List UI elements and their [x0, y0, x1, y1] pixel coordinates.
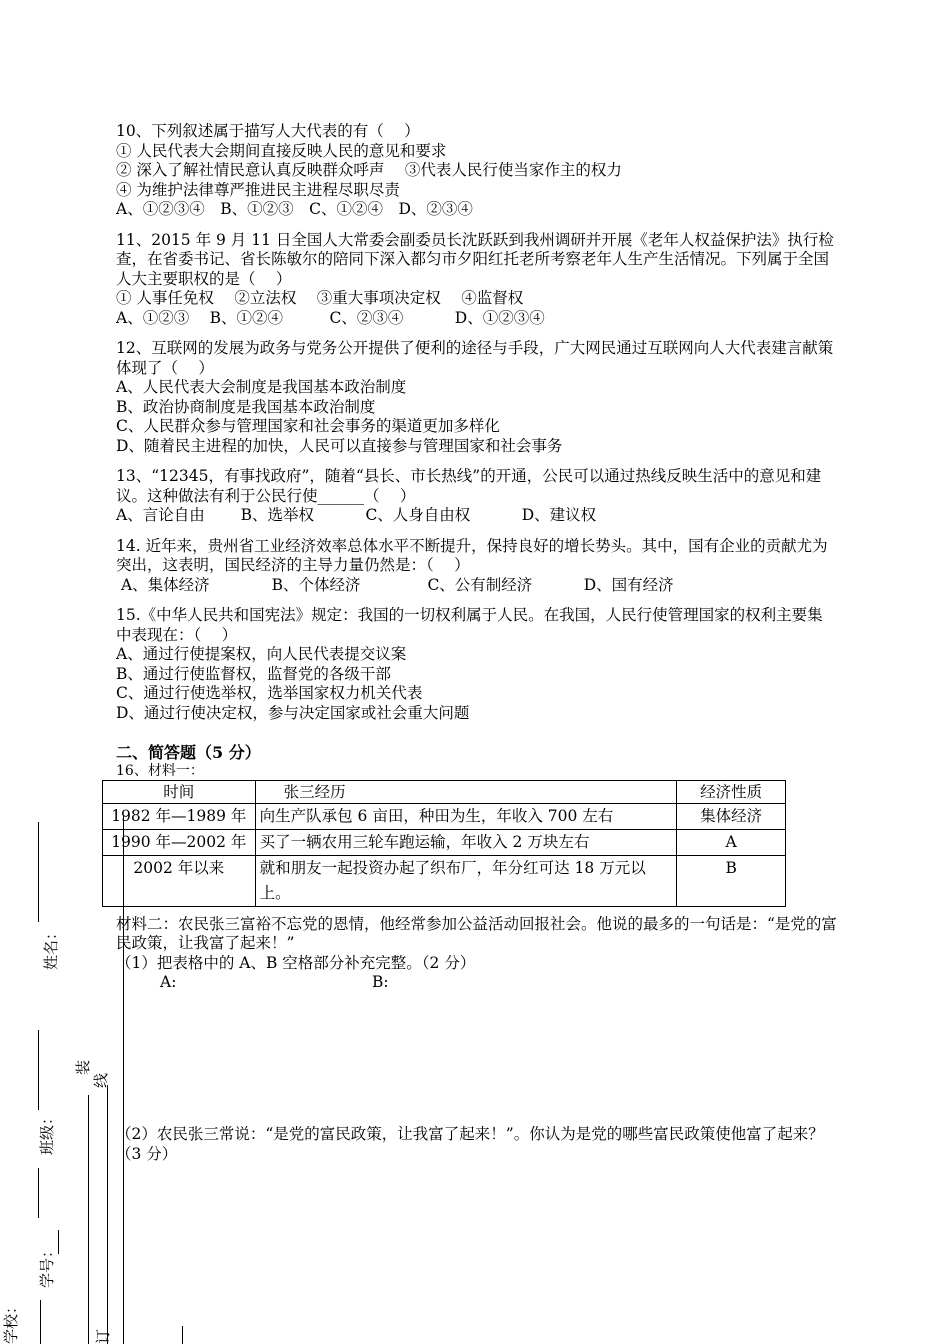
question-12-choice-b: B、政治协商制度是我国基本政治制度: [116, 397, 376, 416]
answer-a-label: A:: [160, 973, 177, 991]
answer-row: [116, 973, 838, 993]
material-2-block: [116, 915, 838, 994]
question-12: [116, 339, 838, 456]
question-15-stem: 15.《中华人民共和国宪法》规定：我国的一切权利属于人民。在我国，人民行使管理国家的权利主要集中表现在：（ ）: [116, 606, 823, 644]
question-10-option-1: ① 人民代表大会期间直接反映人民的意见和要求: [116, 141, 447, 160]
question-13-stem: 13、“12345，有事找政府”，随着“县长、市长热线”的开通，公民可以通过热线反映生活中的意见和建议。这种做法有利于公民行使______（ ）: [116, 467, 822, 505]
binding-ding: 订: [94, 1328, 112, 1344]
number-underline: [58, 1230, 59, 1254]
binding-zhuang: 装: [74, 1059, 92, 1075]
question-15-choice-a: A、通过行使提案权，向人民代表提交议案: [116, 645, 407, 663]
question-11-options: ① 人事任免权 ②立法权 ③重大事项决定权 ④监督权: [116, 289, 524, 307]
question-15: [116, 606, 838, 723]
school-label: 学校：: [2, 1298, 20, 1344]
name-underline: [38, 822, 39, 922]
question-14-choices: A、集体经济 B、个体经济 C、公有制经济 D、国有经济: [116, 575, 674, 594]
cell-time: 2002 年以来: [103, 855, 256, 906]
number-label: 学号：: [38, 1242, 56, 1288]
cell-economy-type: 集体经济: [677, 803, 786, 829]
binding-xian: 线: [92, 1072, 110, 1088]
question-16-part-2-block: [116, 1125, 838, 1164]
table-row: [103, 855, 786, 906]
header-time: 时间: [103, 780, 256, 803]
cell-experience: 就和朋友一起投资办起了织布厂，年分红可达 18 万元以上。: [255, 855, 677, 906]
cell-economy-type: B: [677, 855, 786, 906]
cell-time: 1990 年—2002 年: [103, 829, 256, 855]
question-10-stem: 10、下列叙述属于描写人大代表的有（ ）: [116, 122, 420, 140]
class-underline-2: [38, 1168, 39, 1218]
table-row: [103, 829, 786, 855]
cell-economy-type: A: [677, 829, 786, 855]
table-row: [103, 803, 786, 829]
binding-tick: [182, 1326, 183, 1344]
question-16-part-2: （2）农民张三常说：“是党的富民政策，让我富了起来！”。你认为是党的哪些富民政策使他富了起来？（3 分）: [116, 1125, 824, 1163]
question-14: [116, 537, 838, 596]
question-12-choice-c: C、人民群众参与管理国家和社会事务的渠道更加多样化: [116, 417, 500, 435]
question-15-choice-d: D、通过行使决定权，参与决定国家或社会重大问题: [116, 703, 470, 722]
header-experience: 张三经历: [255, 780, 677, 803]
question-12-choice-a: A、人民代表大会制度是我国基本政治制度: [116, 378, 407, 396]
question-10-option-2-3: ② 深入了解社情民意认真反映群众呼声 ③代表人民行使当家作主的权力: [116, 161, 622, 179]
question-10: [116, 122, 838, 220]
cell-experience: 向生产队承包 6 亩田，种田为生，年收入 700 左右: [255, 803, 677, 829]
material-1-label: 16、材料一：: [116, 762, 204, 779]
question-11-choices: A、①②③ B、①②④ C、②③④ D、①②③④: [116, 308, 545, 327]
question-15-choice-b: B、通过行使监督权，监督党的各级干部: [116, 664, 391, 683]
class-label: 班级：: [38, 1109, 56, 1155]
question-11-stem: 11、2015 年 9 月 11 日全国人大常委会副委员长沈跃跃到我州调研并开展《老年人权益保护法》执行检查，在省委书记、省长陈敏尔的陪同下深入都匀市夕阳红托老所考察老年人生产生活情况。下列属于全国人大主要职权的是（ ）: [116, 230, 834, 288]
question-16-part-1: （1）把表格中的 A、B 空格部分补充完整。（2 分）: [116, 953, 476, 972]
school-underline: [40, 1300, 41, 1344]
answer-b-label: B:: [372, 973, 389, 991]
question-10-choices: A、①②③④ B、①②③ C、①②④ D、②③④: [116, 200, 473, 218]
table-header-row: [103, 780, 786, 803]
material-2-text: 材料二：农民张三富裕不忘党的恩情，他经常参加公益活动回报社会。他说的最多的一句话是：“是党的富民政策，让我富了起来！”: [116, 914, 837, 952]
cell-time: 1982 年—1989 年: [103, 803, 256, 829]
binding-line-3: [123, 815, 124, 1344]
question-14-stem: 14. 近年来，贵州省工业经济效率总体水平不断提升，保持良好的增长势头。其中，国有企业的贡献尤为突出，这表明，国民经济的主导力量仍然是：（ ）: [116, 536, 828, 574]
section-title: 二、简答题（5 分）: [116, 743, 261, 762]
question-12-stem: 12、互联网的发展为政务与党务公开提供了便利的途径与手段，广大网民通过互联网向人大代表建言献策体现了（ ）: [116, 339, 834, 377]
cell-experience: 买了一辆农用三轮车跑运输，年收入 2 万块左右: [255, 829, 677, 855]
binding-line-2: [107, 1085, 108, 1344]
question-12-choice-d: D、随着民主进程的加快，人民可以直接参与管理国家和社会事务: [116, 436, 563, 455]
name-label: 姓名：: [42, 924, 60, 970]
exam-content: [111, 122, 838, 993]
question-13: [116, 467, 838, 526]
question-10-option-4: ④ 为维护法律尊严推进民主进程尽职尽责: [116, 180, 400, 199]
question-15-choice-c: C、通过行使选举权，选举国家权力机关代表: [116, 684, 423, 702]
history-table: [102, 780, 786, 907]
question-11: [116, 231, 838, 329]
header-economy-type: 经济性质: [677, 780, 786, 803]
question-13-choices: A、言论自由 B、选举权 C、人身自由权 D、建议权: [116, 506, 597, 524]
class-underline: [38, 1030, 39, 1110]
binding-line-1: [88, 1095, 89, 1344]
